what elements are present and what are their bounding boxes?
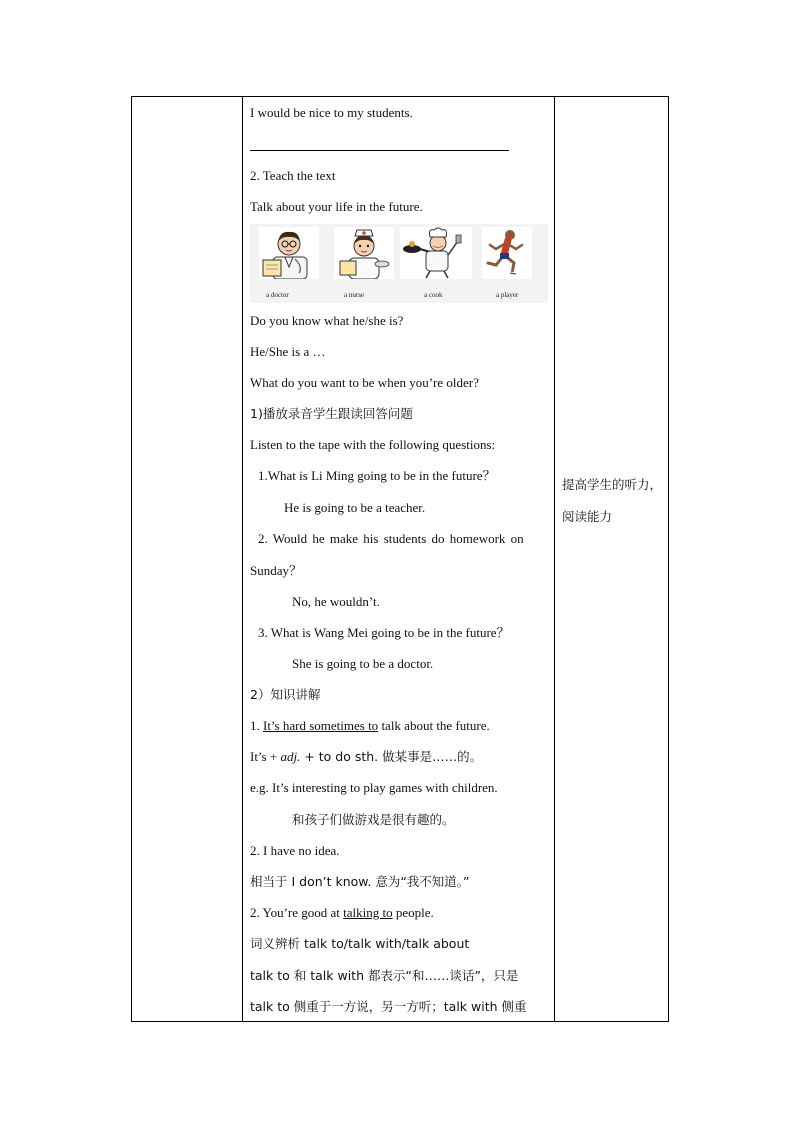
text-line: I would be nice to my students. [250,105,413,120]
column-divider-1 [242,97,243,1021]
text-line: Talk about your life in the future. [250,199,423,214]
cook-icon [400,227,472,279]
italic-adj: adj. [280,749,301,764]
underlined-phrase: It’s hard sometimes to [263,718,379,733]
knowledge-point-1 [250,718,490,734]
answer-1: He is going to be a teacher. [284,500,426,515]
example-translation: 和孩子们做游戏是很有趣的。 [292,812,455,827]
text-span: people. [392,905,434,920]
text-line: 词义辨析 talk to/talk with/talk about [250,936,470,951]
text-line: Do you know what he/she is? [250,313,404,328]
question-2: 2. Would he make his students do homework on [258,531,524,546]
picture-caption: a nurse [344,291,365,299]
column-divider-2 [554,97,555,1021]
answer-3: She is going to be a doctor. [292,656,434,671]
knowledge-point-2: 2. I have no idea. [250,843,340,858]
question-2-cont: Sunday？ [250,563,303,578]
text-span: It’s + [250,749,281,764]
picture-caption: a player [496,291,519,299]
knowledge-point-3 [250,905,434,921]
purpose-text-line: 阅读能力 [562,509,613,524]
nurse-icon [334,227,394,279]
text-line: Listen to the tape with the following questions: [250,437,496,452]
doctor-icon [259,227,319,279]
section-heading: 2. Teach the text [250,168,336,183]
text-line: talk to 和 talk with 都表示“和……谈话”，只是 [250,968,519,983]
underlined-phrase: talking to [343,905,393,920]
answer-blank-line [250,150,509,151]
text-line: 1)播放录音学生跟读回答问题 [250,406,413,421]
question-3: 3. What is Wang Mei going to be in the future？ [258,625,510,640]
text-line: He/She is a … [250,344,326,359]
lesson-table [131,96,669,1022]
runner-icon [482,227,532,279]
item-number: 1. [250,718,263,733]
answer-2: No, he wouldn’t. [292,594,380,609]
example-sentence: e.g. It’s interesting to play games with children. [250,780,498,795]
text-line: What do you want to be when you’re older? [250,375,479,390]
occupation-picture-strip [250,224,548,303]
text-line: talk to 侧重于一方说，另一方听；talk with 侧重 [250,999,527,1014]
picture-caption: a cook [424,291,443,299]
text-span: 2. You’re good at [250,905,344,920]
text-span: talk about the future. [378,718,490,733]
sentence-pattern [250,749,482,765]
text-line: 相当于 I don’t know. 意为“我不知道。” [250,874,470,889]
text-span: + to do sth. 做某事是……的。 [300,749,483,764]
picture-caption: a doctor [266,291,289,299]
purpose-text-line: 提高学生的听力， [562,477,663,492]
question-1: 1.What is Li Ming going to be in the future？ [258,468,496,483]
section-heading: 2）知识讲解 [250,687,321,702]
